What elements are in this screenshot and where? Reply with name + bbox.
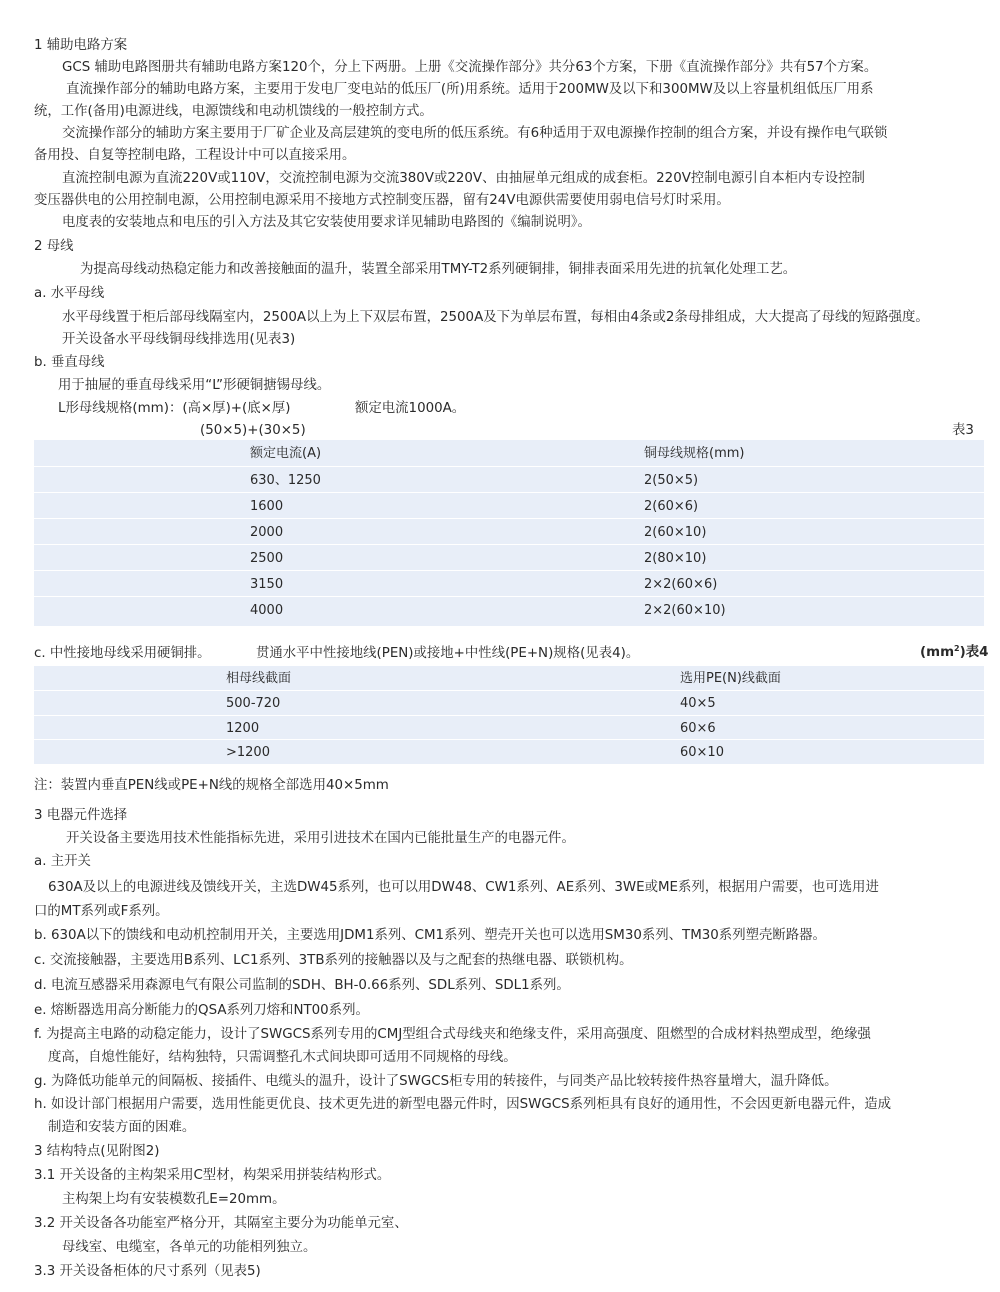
table-cell: 2500 <box>250 551 284 566</box>
paragraph: 备用投、自复等控制电路，工程设计中可以直接采用。 <box>34 148 356 163</box>
table-cell: 1600 <box>250 499 284 514</box>
subsection-heading: a. 主开关 <box>34 854 91 869</box>
table-cell: 2(60×10) <box>644 525 707 540</box>
table-header: 铜母线规格(mm) <box>644 446 745 461</box>
table-3 <box>34 440 984 626</box>
spec-value: (50×5)+(30×5) <box>200 423 306 438</box>
paragraph: 主构架上均有安装模数孔E=20mm。 <box>62 1192 286 1207</box>
table-cell: 630、1250 <box>250 473 321 488</box>
section-heading: 3 结构特点(见附图2) <box>34 1144 160 1159</box>
subsection-heading: a. 水平母线 <box>34 286 105 301</box>
list-item: 度高，自熄性能好，结构独特，只需调整孔木式间块即可适用不同规格的母线。 <box>48 1050 517 1065</box>
paragraph: 统，工作(备用)电源进线，电源馈线和电动机馈线的一般控制方式。 <box>34 104 433 119</box>
table-cell: >1200 <box>226 745 270 760</box>
table-cell: 60×6 <box>680 721 716 736</box>
table-cell: 2(80×10) <box>644 551 707 566</box>
paragraph: 交流操作部分的辅助方案主要用于厂矿企业及高层建筑的变电所的低压系统。有6种适用于双电源操作控制的组合方案，并设有操作电气联锁 <box>62 126 888 141</box>
spec-current: 额定电流1000A。 <box>355 401 466 416</box>
table-caption: $(mm^2)$表4 <box>920 644 989 660</box>
spec-label: L形母线规格(mm)：(高×厚)+(底×厚) <box>58 401 291 416</box>
table-cell: 60×10 <box>680 745 724 760</box>
paragraph: 3.1 开关设备的主构架采用C型材，构架采用拼装结构形式。 <box>34 1168 391 1183</box>
paragraph: GCS 辅助电路图册共有辅助电路方案120个，分上下两册。上册《交流操作部分》共分63个方案，下册《直流操作部分》共有57个方案。 <box>62 60 878 75</box>
paragraph: 为提高母线动热稳定能力和改善接触面的温升，装置全部采用TMY-T2系列硬铜排，铜排表面采用先进的抗氧化处理工艺。 <box>80 262 797 277</box>
table-caption: 表3 <box>952 423 974 438</box>
paragraph: 电度表的安装地点和电压的引入方法及其它安装使用要求详见辅助电路图的《编制说明》。 <box>62 215 591 230</box>
table-cell: 4000 <box>250 603 284 618</box>
paragraph: 水平母线置于柜后部母线隔室内，2500A以上为上下双层布置，2500A及下为单层布置，每相由4条或2条母排组成，大大提高了母线的短路强度。 <box>62 310 929 325</box>
paragraph: 3.2 开关设备各功能室严格分开，其隔室主要分为功能单元室、 <box>34 1216 408 1231</box>
table-4 <box>34 666 984 764</box>
paragraph: 开关设备水平母线铜母线排选用(见表3) <box>62 332 296 347</box>
paragraph: 母线室、电缆室，各单元的功能相列独立。 <box>62 1240 317 1255</box>
table-cell: 2×2(60×10) <box>644 603 726 618</box>
table-cell: 500-720 <box>226 696 281 711</box>
table-cell: 1200 <box>226 721 260 736</box>
paragraph: 直流控制电源为直流220V或110V，交流控制电源为交流380V或220V、由抽屉单元组成的成套柜。220V控制电源引自本柜内专设控制 <box>62 171 865 186</box>
paragraph: 用于抽屉的垂直母线采用“L”形硬铜搪锡母线。 <box>58 378 331 393</box>
section-heading: 2 母线 <box>34 239 74 254</box>
paragraph: 630A及以上的电源进线及馈线开关，主选DW45系列，也可以用DW48、CW1系列、AE系列、3WE或ME系列，根据用户需要，也可选用进 <box>48 880 879 895</box>
section-heading: 1 辅助电路方案 <box>34 38 128 53</box>
paragraph: 口的MT系列或F系列。 <box>34 904 169 919</box>
paragraph: 开关设备主要选用技术性能指标先进，采用引进技术在国内已能批量生产的电器元件。 <box>66 831 575 846</box>
paragraph: 3.3 开关设备柜体的尺寸系列（见表5) <box>34 1264 261 1279</box>
list-item: g. 为降低功能单元的间隔板、接插件、电缆头的温升，设计了SWGCS柜专用的转接件，与同类产品比较转接件热容量增大，温升降低。 <box>34 1074 838 1089</box>
table-cell: 3150 <box>250 577 284 592</box>
table-header: 额定电流(A) <box>250 446 322 461</box>
paragraph: 贯通水平中性接地线(PEN)或接地+中性线(PE+N)规格(见表4)。 <box>256 646 640 661</box>
table-cell: 2×2(60×6) <box>644 577 718 592</box>
list-item: f. 为提高主电路的动稳定能力，设计了SWGCS系列专用的CMJ型组合式母线夹和绝缘支件，采用高强度、阻燃型的合成材料热塑成型，绝缘强 <box>34 1027 871 1042</box>
list-item: h. 如设计部门根据用户需要，选用性能更优良、技术更先进的新型电器元件时，因SWGCS系列柜具有良好的通用性，不会因更新电器元件，造成 <box>34 1097 892 1112</box>
paragraph: 直流操作部分的辅助电路方案，主要用于发电厂变电站的低压厂(所)用系统。适用于200MW及以下和300MW及以上容量机组低压厂用系 <box>66 82 874 97</box>
table-cell: 2(60×6) <box>644 499 699 514</box>
list-item: e. 熔断器选用高分断能力的QSA系列刀熔和NT00系列。 <box>34 1003 369 1018</box>
table-header: 选用PE(N)线截面 <box>680 671 781 686</box>
table-cell: 40×5 <box>680 696 716 711</box>
subsection-heading: b. 垂直母线 <box>34 355 105 370</box>
paragraph: c. 中性接地母线采用硬铜排。 <box>34 646 211 661</box>
paragraph: 变压器供电的公用控制电源，公用控制电源采用不接地方式控制变压器，留有24V电源供需要使用弱电信号灯时采用。 <box>34 193 730 208</box>
list-item: 制造和安装方面的困难。 <box>48 1120 196 1135</box>
section-heading: 3 电器元件选择 <box>34 808 128 823</box>
list-item: c. 交流接触器，主要选用B系列、LC1系列、3TB系列的接触器以及与之配套的热继电器、联锁机构。 <box>34 953 633 968</box>
table-cell: 2(50×5) <box>644 473 699 488</box>
table-cell: 2000 <box>250 525 284 540</box>
note: 注：装置内垂直PEN线或PE+N线的规格全部选用40×5mm <box>34 778 389 793</box>
list-item: b. 630A以下的馈线和电动机控制用开关，主要选用JDM1系列、CM1系列、塑壳开关也可以选用SM30系列、TM30系列塑壳断路器。 <box>34 928 826 943</box>
table-header: 相母线截面 <box>226 671 292 686</box>
list-item: d. 电流互感器采用森源电气有限公司监制的SDH、BH-0.66系列、SDL系列、SDL1系列。 <box>34 978 570 993</box>
